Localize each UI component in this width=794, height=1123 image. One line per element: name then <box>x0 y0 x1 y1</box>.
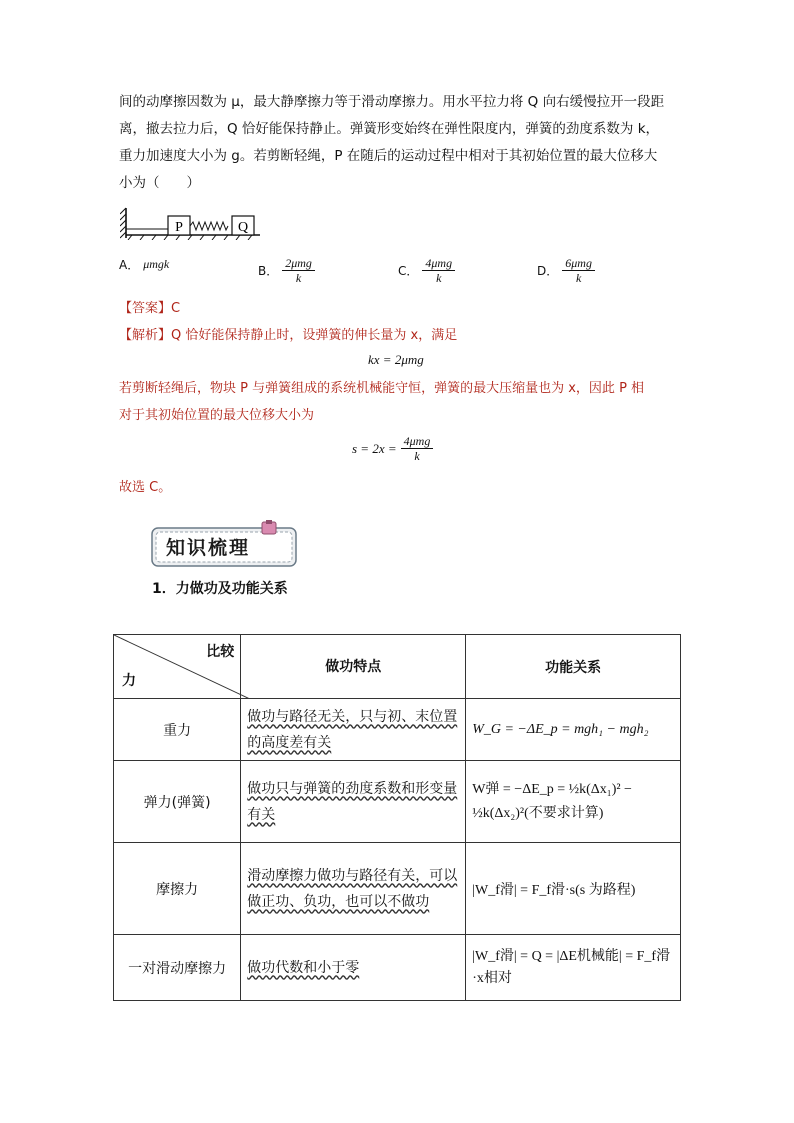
option-d-letter: D． <box>537 264 559 278</box>
answer-line <box>119 295 679 322</box>
option-d-fraction <box>562 256 595 285</box>
analysis-equation-2 <box>352 434 433 463</box>
option-a-letter: A． <box>119 258 140 272</box>
option-b-numerator: 2μmg <box>282 256 315 271</box>
analysis-text-1: Q 恰好能保持静止时，设弹簧的伸长量为 x，满足 <box>171 328 458 343</box>
option-b-fraction <box>282 256 315 285</box>
question-line-4: 小为（ ） <box>119 175 200 191</box>
work-text: 做功与路径无关，只与初、末位置的高度差有关 <box>247 708 458 751</box>
option-c[interactable] <box>398 256 455 285</box>
question-line-1: 间的动摩擦因数为 μ，最大静摩擦力等于滑动摩擦力。用水平拉力将 Q 向右缓慢拉开一段距 <box>119 94 665 110</box>
option-c-letter: C． <box>398 264 419 278</box>
force-cell: 重力 <box>114 699 241 761</box>
corner-top-label: 比较 <box>206 644 235 660</box>
energy-cell: |W_f滑| = Q = |ΔE机械能| = F_f滑·x相对 <box>466 935 681 1001</box>
section-title: 1．力做功及功能关系 <box>152 581 288 597</box>
work-energy-table <box>113 634 681 1001</box>
knowledge-banner <box>150 520 300 568</box>
analysis-equation-1: kx = 2μmg <box>368 352 424 367</box>
corner-header-cell <box>114 635 241 699</box>
analysis-text-2: 若剪断轻绳后，物块 P 与弹簧组成的系统机械能守恒，弹簧的最大压缩量也为 x，因此 P 相 <box>119 381 645 396</box>
force-cell: 摩擦力 <box>114 843 241 935</box>
equation-2-fraction <box>401 434 434 463</box>
equation-2-numerator: 4μmg <box>401 434 434 449</box>
work-text: 做功代数和小于零 <box>247 959 360 976</box>
option-a-value: μmgk <box>143 257 170 271</box>
question-text <box>119 89 679 197</box>
equation-2-left: s = 2x = <box>352 440 397 456</box>
option-d-denominator: k <box>575 271 582 285</box>
option-b-denominator: k <box>295 271 302 285</box>
option-c-numerator: 4μmg <box>422 256 455 271</box>
answer-label: 【答案】 <box>119 301 172 316</box>
analysis-paragraph-2 <box>119 375 679 429</box>
option-c-denominator: k <box>436 271 442 285</box>
work-text: 滑动摩擦力做功与路径有关，可以做正功、负功，也可以不做功 <box>247 867 458 910</box>
work-cell <box>241 761 466 843</box>
energy-cell: W弹 = −ΔE_p = ½k(Δx₁)² − ½k(Δx₂)²(不要求计算) <box>466 761 681 843</box>
question-line-3: 重力加速度大小为 g。若剪断轻绳，P 在随后的运动过程中相对于其初始位置的最大位移大 <box>119 148 658 164</box>
analysis-text-3: 对于其初始位置的最大位移大小为 <box>119 408 315 423</box>
spring <box>190 222 228 230</box>
equation-2-denominator: k <box>414 449 420 463</box>
block-q-label: Q <box>237 220 249 235</box>
option-b-letter: B． <box>258 264 279 278</box>
analysis-line-1 <box>119 322 679 349</box>
banner-text: 知识梳理 <box>166 537 251 559</box>
energy-cell: |W_f滑| = F_f滑·s(s 为路程) <box>466 843 681 935</box>
option-c-fraction <box>422 256 455 285</box>
work-cell <box>241 935 466 1001</box>
work-cell <box>241 843 466 935</box>
question-line-2: 离，撤去拉力后，Q 恰好能保持静止。弹簧形变始终在弹性限度内，弹簧的劲度系数为 k， <box>119 121 660 137</box>
analysis-label: 【解析】 <box>119 328 172 343</box>
header-work: 做功特点 <box>241 635 466 699</box>
answer-value: C <box>171 301 181 316</box>
work-cell <box>241 699 466 761</box>
option-b[interactable] <box>258 256 315 285</box>
spring-block-figure <box>120 206 265 240</box>
analysis-conclusion: 故选 C。 <box>119 480 172 495</box>
force-cell: 一对滑动摩擦力 <box>114 935 241 1001</box>
force-cell: 弹力(弹簧) <box>114 761 241 843</box>
option-a[interactable] <box>119 256 169 273</box>
energy-cell: W_G = −ΔE_p = mgh₁ − mgh₂ <box>466 699 681 761</box>
table-row <box>114 843 681 935</box>
corner-bottom-label: 力 <box>122 673 136 689</box>
option-d[interactable] <box>537 256 595 285</box>
table-header-row <box>114 635 681 699</box>
table-row <box>114 935 681 1001</box>
table-row <box>114 761 681 843</box>
work-text: 做功只与弹簧的劲度系数和形变量有关 <box>247 780 458 823</box>
option-d-numerator: 6μmg <box>562 256 595 271</box>
block-p-label: P <box>175 220 183 235</box>
table-row <box>114 699 681 761</box>
header-energy: 功能关系 <box>466 635 681 699</box>
